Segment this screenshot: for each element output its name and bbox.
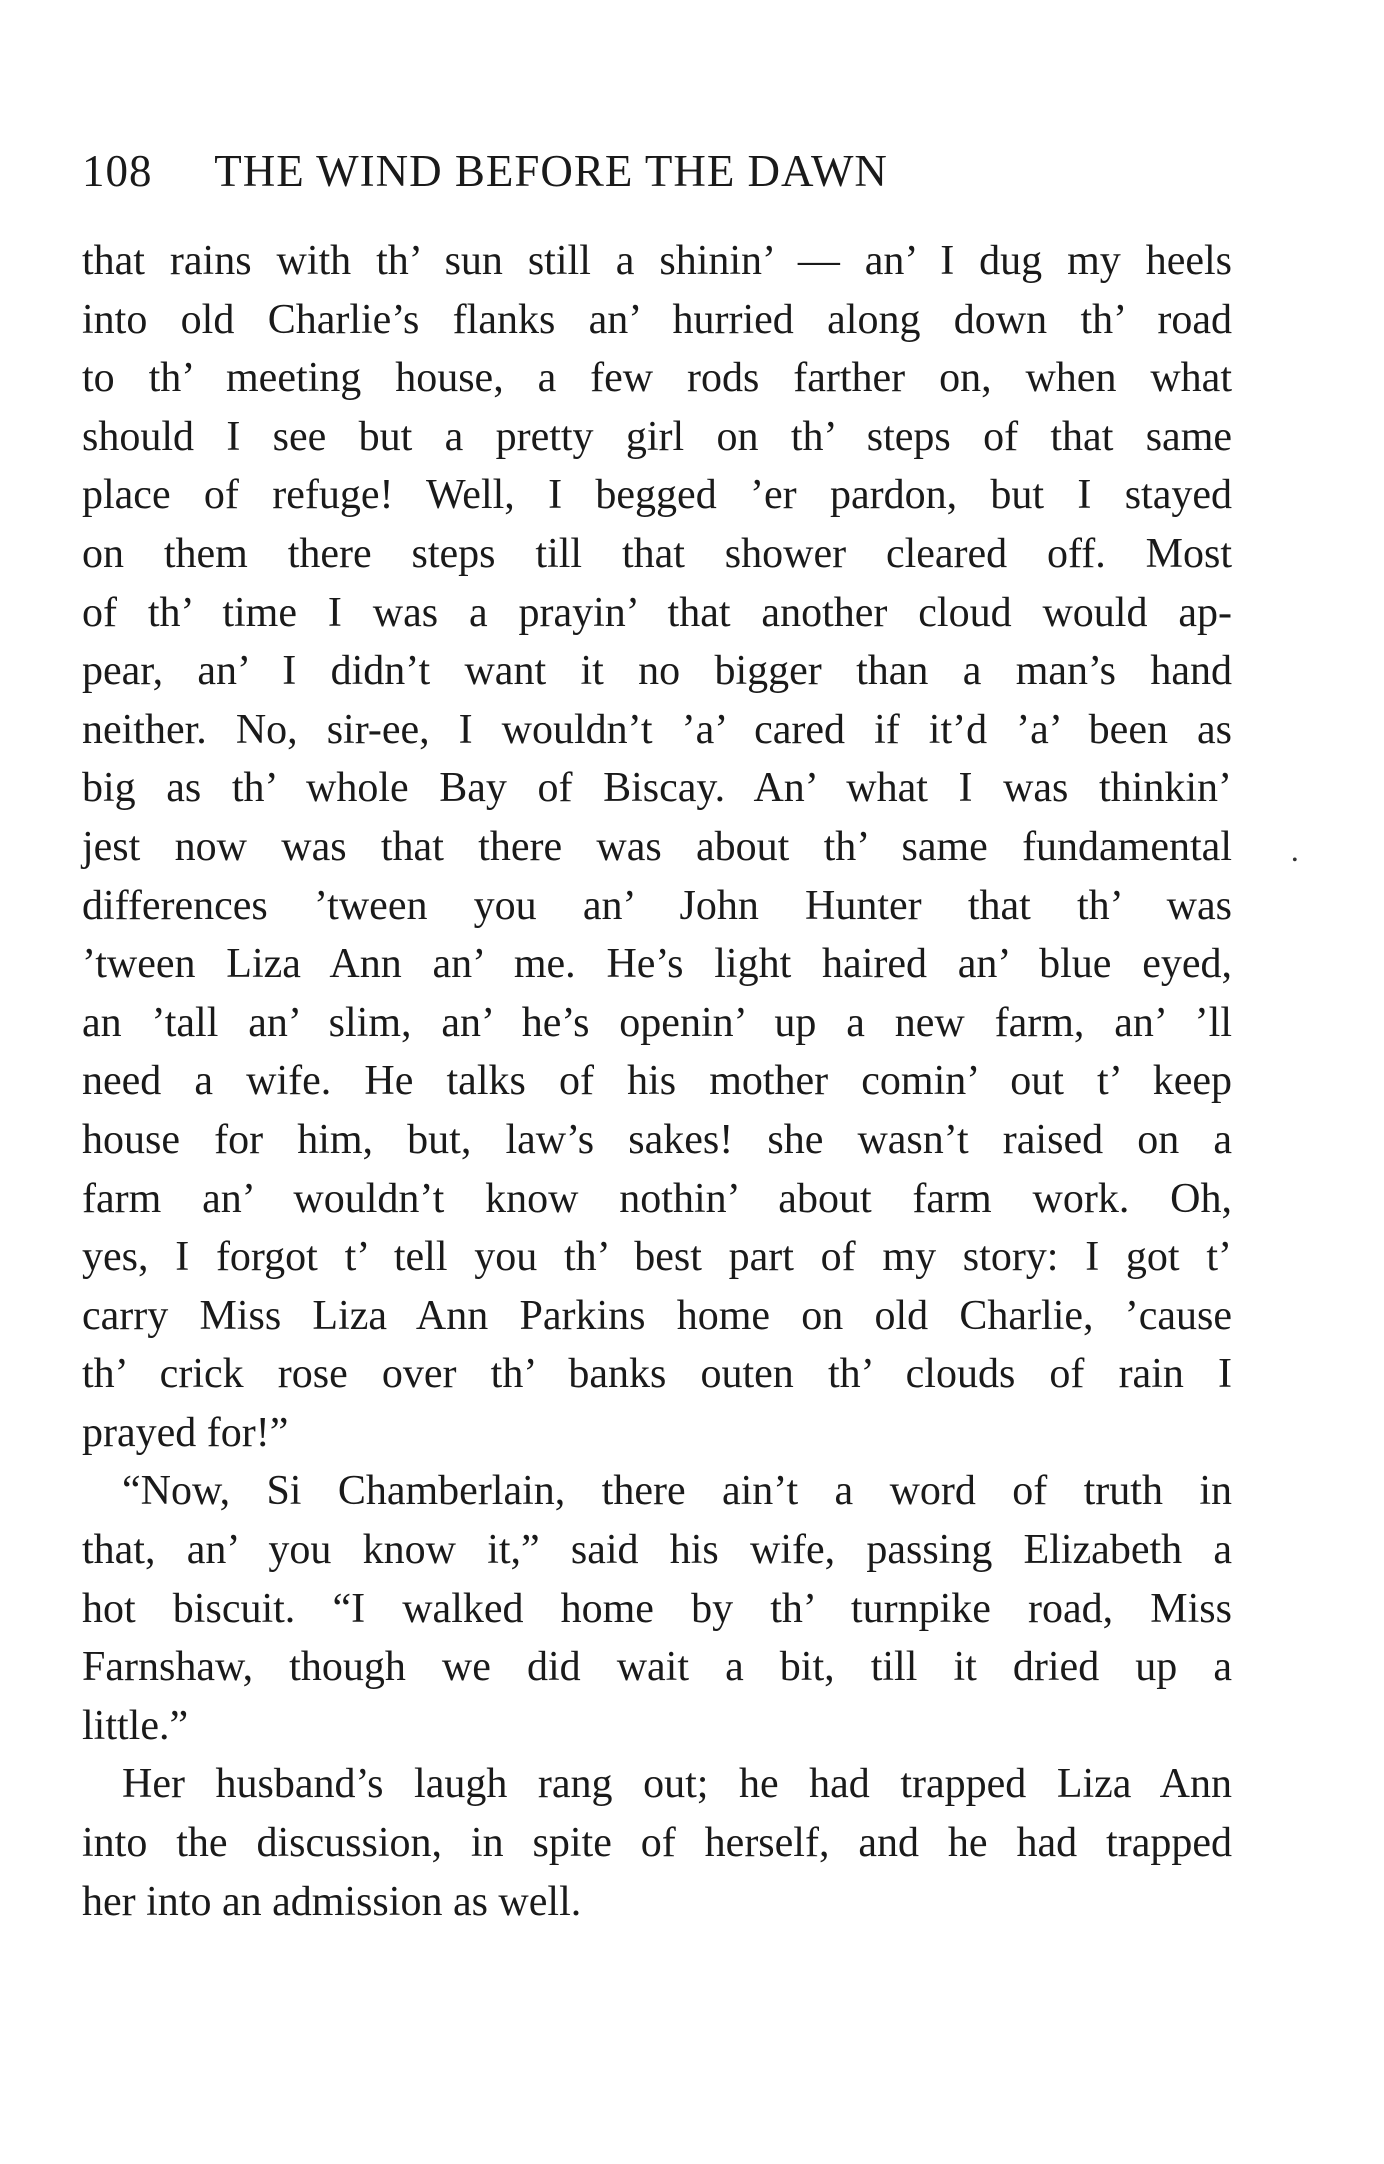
text-line: need a wife. He talks of his mother comin’ out t’ keep (82, 1058, 1232, 1105)
text-line: place of refuge! Well, I begged ’er pardon, but I stayed (82, 472, 1232, 519)
text-line: “Now, Si Chamberlain, there ain’t a word of truth in (122, 1468, 1232, 1515)
text-line: th’ crick rose over th’ banks outen th’ clouds of rain I (82, 1351, 1232, 1398)
text-line: should I see but a pretty girl on th’ steps of that same (82, 413, 1232, 460)
text-line: an ’tall an’ slim, an’ he’s openin’ up a new farm, an’ ’ll (82, 999, 1232, 1046)
text-line: to th’ meeting house, a few rods farther on, when what (82, 355, 1232, 402)
text-line: Her husband’s laugh rang out; he had trapped Liza Ann (122, 1761, 1232, 1808)
text-line: pear, an’ I didn’t want it no bigger than a man’s hand (82, 648, 1232, 695)
body-text (82, 232, 1232, 1931)
page-header (82, 146, 1232, 196)
text-line: jest now was that there was about th’ same fundamental (82, 823, 1232, 870)
text-line: little.” (82, 1702, 189, 1749)
text-line: farm an’ wouldn’t know nothin’ about farm work. Oh, (82, 1175, 1232, 1222)
text-line: Farnshaw, though we did wait a bit, till it dried up a (82, 1644, 1232, 1691)
text-line: her into an admission as well. (82, 1878, 582, 1925)
text-line: prayed for!” (82, 1409, 289, 1456)
text-line: that, an’ you know it,” said his wife, passing Elizabeth a (82, 1527, 1232, 1574)
text-line: that rains with th’ sun still a shinin’ — an’ I dug my heels (82, 238, 1232, 284)
page-number: 108 (82, 146, 153, 196)
margin-speck: • (1292, 852, 1298, 869)
text-line: yes, I forgot t’ tell you th’ best part of my story: I got t’ (82, 1234, 1232, 1281)
text-line: neither. No, sir-ee, I wouldn’t ’a’ cared if it’d ’a’ been as (82, 706, 1232, 753)
text-line: big as th’ whole Bay of Biscay. An’ what I was thinkin’ (82, 765, 1232, 812)
text-line: of th’ time I was a prayin’ that another cloud would ap- (82, 589, 1232, 636)
text-line: into the discussion, in spite of herself, and he had trapped (82, 1820, 1232, 1867)
text-line: differences ’tween you an’ John Hunter that th’ was (82, 882, 1232, 929)
text-line: into old Charlie’s flanks an’ hurried along down th’ road (82, 296, 1232, 343)
text-line: ’tween Liza Ann an’ me. He’s light haired an’ blue eyed, (82, 941, 1232, 988)
text-line: carry Miss Liza Ann Parkins home on old Charlie, ’cause (82, 1292, 1232, 1339)
running-title: THE WIND BEFORE THE DAWN (214, 146, 888, 196)
text-line: hot biscuit. “I walked home by th’ turnpike road, Miss (82, 1585, 1232, 1632)
text-line: house for him, but, law’s sakes! she wasn’t raised on a (82, 1116, 1232, 1163)
text-line: on them there steps till that shower cleared off. Most (82, 530, 1232, 577)
